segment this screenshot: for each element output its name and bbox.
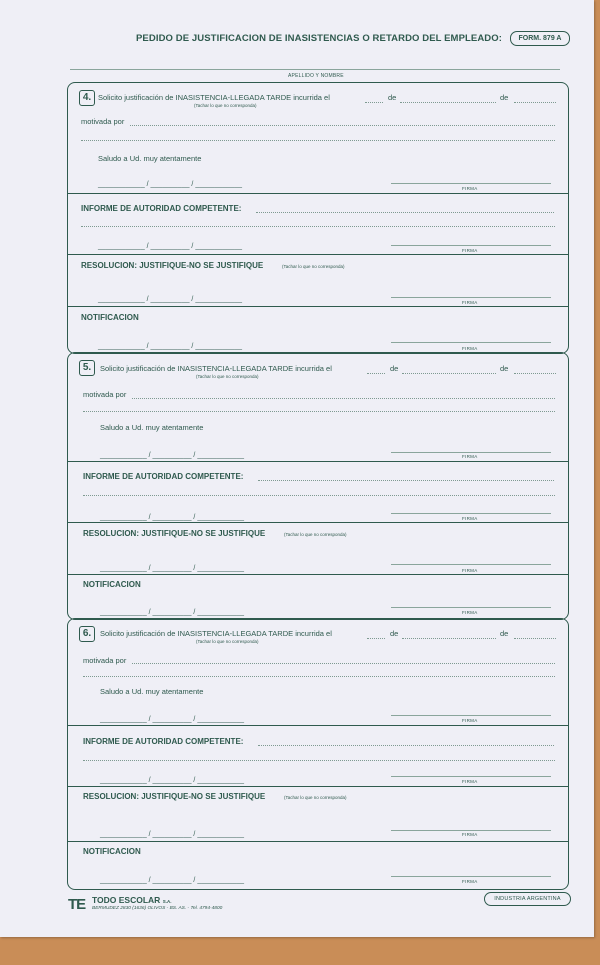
block-number: 5. [79,360,95,376]
company-suffix: S.A. [162,899,172,904]
date-year-field[interactable] [514,373,556,374]
informe-field[interactable] [256,212,554,213]
date-field[interactable]: ____________ / __________ / ____________ [98,243,243,250]
informe-heading: INFORME DE AUTORIDAD COMPETENTE: [81,204,242,213]
de-label: de [390,629,399,638]
motivada-field[interactable] [130,125,555,126]
signature-line[interactable] [391,297,551,298]
signature-line[interactable] [391,715,551,716]
request-block-4 [67,82,569,354]
date-field[interactable]: ____________ / __________ / ____________ [100,565,245,572]
tachar-note: (Tachar lo que no corresponda) [284,795,347,800]
tachar-note: (Tachar lo que no corresponda) [194,103,257,108]
informe-field-2[interactable] [83,760,555,761]
notificacion-heading: NOTIFICACION [83,847,141,856]
firma-label: FIRMA [462,610,478,615]
motivada-label: motivada por [81,117,125,126]
request-block-5 [67,352,569,620]
notificacion-heading: NOTIFICACION [83,580,141,589]
date-field[interactable]: ____________ / __________ / ____________ [100,609,245,616]
tachar-note: (Tachar lo que no corresponda) [282,264,345,269]
block-number: 4. [79,90,95,106]
date-year-field[interactable] [514,638,556,639]
signature-line[interactable] [391,607,551,608]
industria-badge: INDUSTRIA ARGENTINA [484,892,571,906]
block-number: 6. [79,626,95,642]
date-field[interactable]: ____________ / __________ / ____________ [100,452,245,459]
date-year-field[interactable] [514,102,556,103]
saludo-text: Saludo a Ud. muy atentamente [100,687,204,696]
motivada-field-2[interactable] [83,411,555,412]
motivada-field[interactable] [132,398,555,399]
de-label: de [500,629,509,638]
date-field[interactable]: ____________ / __________ / ____________ [100,514,245,521]
date-day-field[interactable] [367,638,385,639]
request-block-6 [67,618,569,890]
name-label: APELLIDO Y NOMBRE [288,73,344,79]
firma-label: FIRMA [462,300,478,305]
date-field[interactable]: ____________ / __________ / ____________ [98,296,243,303]
motivada-field-2[interactable] [83,676,555,677]
informe-heading: INFORME DE AUTORIDAD COMPETENTE: [83,737,244,746]
date-month-field[interactable] [402,373,496,374]
date-field[interactable]: ____________ / __________ / ____________ [100,877,245,884]
signature-line[interactable] [391,452,551,453]
de-label: de [388,93,397,102]
de-label: de [500,93,509,102]
firma-label: FIRMA [462,346,478,351]
request-text: Solicito justificación de INASISTENCIA-LLEGADA TARDE incurrida el [98,93,330,102]
date-field[interactable]: ____________ / __________ / ____________ [98,181,243,188]
firma-label: FIRMA [462,516,478,521]
motivada-label: motivada por [83,390,127,399]
signature-line[interactable] [391,564,551,565]
request-text: Solicito justificación de INASISTENCIA-LLEGADA TARDE incurrida el [100,629,332,638]
date-field[interactable]: ____________ / __________ / ____________ [100,831,245,838]
informe-field[interactable] [258,480,554,481]
tachar-note: (Tachar lo que no corresponda) [284,532,347,537]
signature-line[interactable] [391,513,551,514]
form-title: PEDIDO DE JUSTIFICACION DE INASISTENCIAS O RETARDO DEL EMPLEADO: [136,33,503,44]
saludo-text: Saludo a Ud. muy atentamente [98,154,202,163]
form-code-badge: FORM. 879 A [510,31,570,46]
firma-label: FIRMA [462,879,478,884]
resolucion-heading: RESOLUCION: JUSTIFIQUE-NO SE JUSTIFIQUE [83,529,266,538]
date-day-field[interactable] [367,373,385,374]
date-field[interactable]: ____________ / __________ / ____________ [100,716,245,723]
date-field[interactable]: ____________ / __________ / ____________ [100,777,245,784]
resolucion-heading: RESOLUCION: JUSTIFIQUE-NO SE JUSTIFIQUE [81,261,264,270]
resolucion-heading: RESOLUCION: JUSTIFIQUE-NO SE JUSTIFIQUE [83,792,266,801]
date-day-field[interactable] [365,102,383,103]
date-month-field[interactable] [402,638,496,639]
notificacion-heading: NOTIFICACION [81,313,139,322]
de-label: de [500,364,509,373]
signature-line[interactable] [391,342,551,343]
firma-label: FIRMA [462,832,478,837]
firma-label: FIRMA [462,186,478,191]
name-input-line[interactable] [70,69,560,70]
signature-line[interactable] [391,830,551,831]
signature-line[interactable] [391,776,551,777]
informe-field[interactable] [258,745,554,746]
logo-mark-icon: TE [68,896,86,913]
informe-field-2[interactable] [81,226,555,227]
request-text: Solicito justificación de INASISTENCIA-LLEGADA TARDE incurrida el [100,364,332,373]
firma-label: FIRMA [462,779,478,784]
motivada-label: motivada por [83,656,127,665]
date-month-field[interactable] [400,102,496,103]
date-field[interactable]: ____________ / __________ / ____________ [98,343,243,350]
informe-heading: INFORME DE AUTORIDAD COMPETENTE: [83,472,244,481]
firma-label: FIRMA [462,454,478,459]
firma-label: FIRMA [462,718,478,723]
firma-label: FIRMA [462,568,478,573]
firma-label: FIRMA [462,248,478,253]
saludo-text: Saludo a Ud. muy atentamente [100,423,204,432]
tachar-note: (Tachar lo que no corresponda) [196,374,259,379]
informe-field-2[interactable] [83,495,555,496]
motivada-field-2[interactable] [81,140,555,141]
signature-line[interactable] [391,876,551,877]
de-label: de [390,364,399,373]
company-address: BERMUDEZ 2830 (1636) OLIVOS - BS. AS. - Tel. 4794-4800 [92,906,223,911]
tachar-note: (Tachar lo que no corresponda) [196,639,259,644]
signature-line[interactable] [391,245,551,246]
company-name: TODO ESCOLAR [92,895,161,905]
motivada-field[interactable] [132,663,555,664]
signature-line[interactable] [391,183,551,184]
